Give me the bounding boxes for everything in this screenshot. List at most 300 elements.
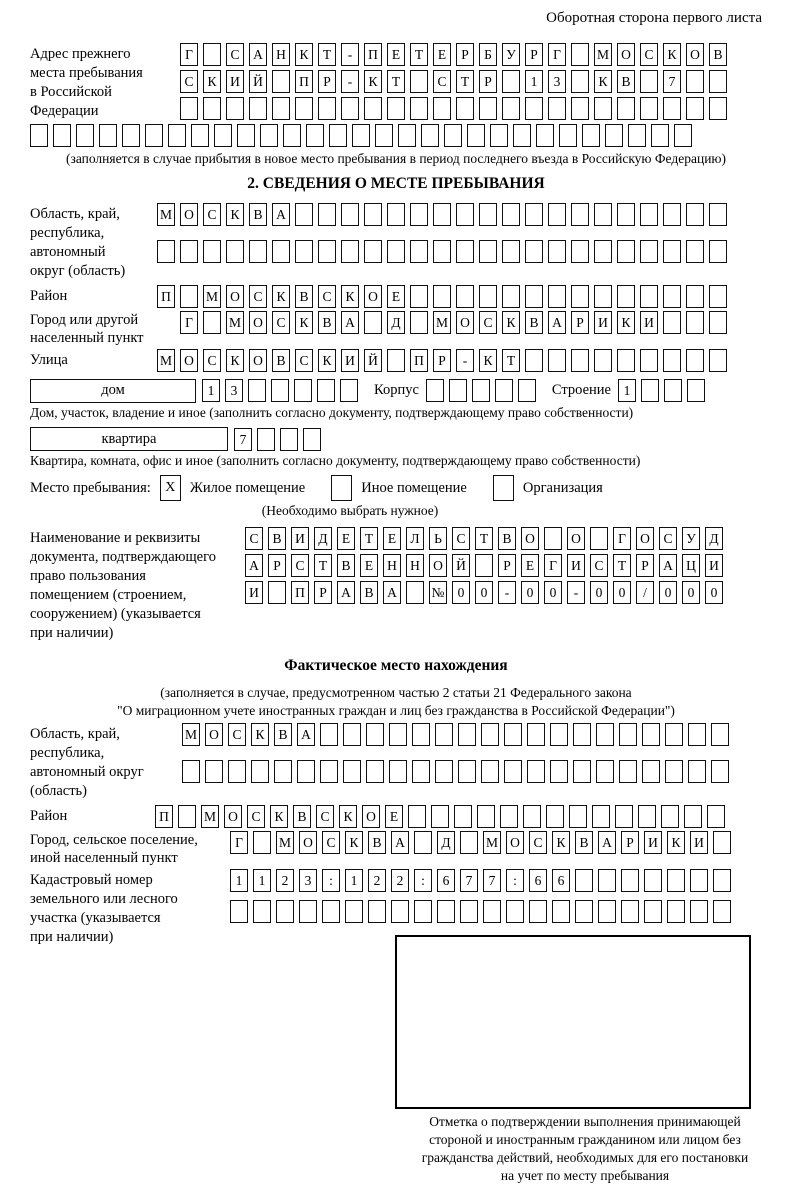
char-cell[interactable]: В [272,349,290,372]
char-cell[interactable] [248,379,266,402]
char-cell[interactable]: О [567,527,585,550]
char-cell[interactable]: К [203,70,221,93]
char-cell[interactable]: С [316,805,334,828]
char-cell[interactable] [203,43,221,66]
char-cell[interactable] [341,203,359,226]
char-cell[interactable]: Р [636,554,654,577]
char-cell[interactable] [203,240,221,263]
char-cell[interactable] [686,285,704,308]
char-cell[interactable] [664,379,682,402]
char-cell[interactable] [644,900,662,923]
char-cell[interactable] [615,805,633,828]
char-cell[interactable]: 6 [529,869,547,892]
char-cell[interactable]: С [291,554,309,577]
char-cell[interactable] [525,240,543,263]
char-cell[interactable]: А [249,43,267,66]
char-cell[interactable] [412,723,430,746]
char-cell[interactable]: 1 [253,869,271,892]
char-cell[interactable] [295,203,313,226]
char-cell[interactable] [640,97,658,120]
char-cell[interactable] [663,285,681,308]
char-cell[interactable]: А [341,311,359,334]
char-cell[interactable] [504,760,522,783]
char-cell[interactable] [458,760,476,783]
char-cell[interactable] [502,285,520,308]
char-cell[interactable] [180,97,198,120]
char-cell[interactable] [663,97,681,120]
char-cell[interactable] [536,124,554,147]
char-cell[interactable] [320,760,338,783]
char-cell[interactable] [299,900,317,923]
char-cell[interactable]: С [590,554,608,577]
char-cell[interactable]: О [686,43,704,66]
char-cell[interactable]: К [295,311,313,334]
char-cell[interactable] [544,527,562,550]
char-cell[interactable]: А [383,581,401,604]
char-cell[interactable] [571,240,589,263]
char-cell[interactable]: 7 [234,428,252,451]
char-cell[interactable] [272,97,290,120]
char-cell[interactable] [550,760,568,783]
char-cell[interactable]: К [341,285,359,308]
char-cell[interactable]: Й [249,70,267,93]
char-cell[interactable]: А [272,203,290,226]
char-cell[interactable]: В [295,285,313,308]
char-cell[interactable] [406,581,424,604]
char-cell[interactable] [437,900,455,923]
char-cell[interactable] [272,70,290,93]
char-cell[interactable] [709,349,727,372]
char-cell[interactable]: 0 [590,581,608,604]
char-cell[interactable]: Т [613,554,631,577]
char-cell[interactable] [527,760,545,783]
char-cell[interactable] [617,203,635,226]
char-cell[interactable] [571,349,589,372]
char-cell[interactable] [596,760,614,783]
char-cell[interactable]: Л [406,527,424,550]
char-cell[interactable]: В [368,831,386,854]
char-cell[interactable] [391,900,409,923]
char-cell[interactable] [475,554,493,577]
char-cell[interactable] [559,124,577,147]
char-cell[interactable] [550,723,568,746]
char-cell[interactable]: К [667,831,685,854]
char-cell[interactable] [548,203,566,226]
char-cell[interactable]: С [433,70,451,93]
char-cell[interactable]: О [506,831,524,854]
char-cell[interactable]: 1 [230,869,248,892]
char-cell[interactable] [408,805,426,828]
char-cell[interactable]: С [245,527,263,550]
char-cell[interactable]: О [636,527,654,550]
char-cell[interactable]: Т [360,527,378,550]
char-cell[interactable]: О [180,349,198,372]
char-cell[interactable] [571,285,589,308]
char-cell[interactable] [433,285,451,308]
char-cell[interactable]: - [341,70,359,93]
char-cell[interactable] [552,900,570,923]
char-cell[interactable]: С [180,70,198,93]
char-cell[interactable]: Т [410,43,428,66]
char-cell[interactable]: С [203,203,221,226]
char-cell[interactable] [582,124,600,147]
char-cell[interactable]: С [226,43,244,66]
char-cell[interactable]: Р [268,554,286,577]
char-cell[interactable] [226,240,244,263]
char-cell[interactable] [548,240,566,263]
char-cell[interactable] [529,900,547,923]
char-cell[interactable]: И [341,349,359,372]
char-cell[interactable]: О [521,527,539,550]
char-cell[interactable]: О [226,285,244,308]
char-cell[interactable]: Т [387,70,405,93]
char-cell[interactable]: С [479,311,497,334]
char-cell[interactable]: : [322,869,340,892]
char-cell[interactable]: 1 [618,379,636,402]
char-cell[interactable]: Р [433,349,451,372]
char-cell[interactable] [280,428,298,451]
char-cell[interactable]: - [456,349,474,372]
char-cell[interactable] [274,760,292,783]
char-cell[interactable]: С [318,285,336,308]
char-cell[interactable]: Т [502,349,520,372]
char-cell[interactable] [594,203,612,226]
char-cell[interactable] [433,97,451,120]
char-cell[interactable]: Е [337,527,355,550]
char-cell[interactable]: С [659,527,677,550]
char-cell[interactable] [364,97,382,120]
char-cell[interactable]: О [362,805,380,828]
char-cell[interactable]: О [364,285,382,308]
char-cell[interactable] [594,240,612,263]
char-cell[interactable] [295,240,313,263]
char-cell[interactable]: Д [387,311,405,334]
char-cell[interactable]: В [498,527,516,550]
char-cell[interactable]: М [483,831,501,854]
char-cell[interactable]: 3 [225,379,243,402]
char-cell[interactable]: К [594,70,612,93]
char-cell[interactable] [410,203,428,226]
char-cell[interactable] [414,900,432,923]
char-cell[interactable] [640,240,658,263]
char-cell[interactable] [590,527,608,550]
char-cell[interactable] [389,723,407,746]
char-cell[interactable] [294,379,312,402]
char-cell[interactable] [605,124,623,147]
char-cell[interactable]: Е [383,527,401,550]
char-cell[interactable]: К [318,349,336,372]
char-cell[interactable] [272,240,290,263]
char-cell[interactable]: 0 [544,581,562,604]
char-cell[interactable] [303,428,321,451]
char-cell[interactable] [180,285,198,308]
char-cell[interactable]: И [594,311,612,334]
char-cell[interactable] [364,311,382,334]
char-cell[interactable]: - [341,43,359,66]
char-cell[interactable]: О [180,203,198,226]
char-cell[interactable] [686,240,704,263]
char-cell[interactable]: В [249,203,267,226]
char-cell[interactable] [456,240,474,263]
char-cell[interactable] [661,805,679,828]
char-cell[interactable] [641,379,659,402]
char-cell[interactable]: С [295,349,313,372]
char-cell[interactable] [481,723,499,746]
char-cell[interactable] [619,760,637,783]
char-cell[interactable]: 6 [437,869,455,892]
char-cell[interactable]: 7 [663,70,681,93]
char-cell[interactable] [203,97,221,120]
char-cell[interactable] [414,831,432,854]
char-cell[interactable] [456,97,474,120]
char-cell[interactable]: С [203,349,221,372]
char-cell[interactable]: В [360,581,378,604]
char-cell[interactable] [594,97,612,120]
char-cell[interactable] [707,805,725,828]
char-cell[interactable]: Й [452,554,470,577]
char-cell[interactable] [387,349,405,372]
char-cell[interactable]: К [226,203,244,226]
char-cell[interactable]: П [157,285,175,308]
char-cell[interactable] [548,349,566,372]
char-cell[interactable] [295,97,313,120]
char-cell[interactable] [640,349,658,372]
char-cell[interactable]: Д [437,831,455,854]
char-cell[interactable]: Е [433,43,451,66]
char-cell[interactable]: А [297,723,315,746]
char-cell[interactable]: 0 [613,581,631,604]
char-cell[interactable] [663,311,681,334]
char-cell[interactable]: С [249,285,267,308]
checkbox-organizaciya[interactable] [493,475,514,501]
char-cell[interactable]: К [345,831,363,854]
char-cell[interactable]: Е [387,285,405,308]
char-cell[interactable] [690,869,708,892]
char-cell[interactable] [460,900,478,923]
char-cell[interactable]: М [203,285,221,308]
char-cell[interactable] [341,97,359,120]
char-cell[interactable] [548,285,566,308]
char-cell[interactable] [642,760,660,783]
char-cell[interactable] [690,900,708,923]
char-cell[interactable]: С [640,43,658,66]
char-cell[interactable] [249,240,267,263]
char-cell[interactable]: У [502,43,520,66]
char-cell[interactable] [663,240,681,263]
char-cell[interactable] [364,203,382,226]
char-cell[interactable]: Р [318,70,336,93]
char-cell[interactable]: К [272,285,290,308]
char-cell[interactable]: : [414,869,432,892]
char-cell[interactable] [713,831,731,854]
char-cell[interactable]: Т [475,527,493,550]
char-cell[interactable] [226,97,244,120]
char-cell[interactable]: В [318,311,336,334]
char-cell[interactable]: К [295,43,313,66]
char-cell[interactable]: М [201,805,219,828]
char-cell[interactable]: К [617,311,635,334]
char-cell[interactable] [366,723,384,746]
char-cell[interactable] [454,805,472,828]
char-cell[interactable] [343,723,361,746]
char-cell[interactable] [571,97,589,120]
char-cell[interactable] [502,203,520,226]
char-cell[interactable]: Г [544,554,562,577]
char-cell[interactable] [617,285,635,308]
char-cell[interactable] [483,900,501,923]
char-cell[interactable] [686,349,704,372]
char-cell[interactable] [665,760,683,783]
char-cell[interactable] [621,900,639,923]
char-cell[interactable]: О [249,349,267,372]
char-cell[interactable]: Н [272,43,290,66]
char-cell[interactable] [525,97,543,120]
char-cell[interactable]: Р [314,581,332,604]
char-cell[interactable]: Д [705,527,723,550]
char-cell[interactable]: У [682,527,700,550]
char-cell[interactable] [352,124,370,147]
char-cell[interactable]: О [249,311,267,334]
char-cell[interactable]: М [594,43,612,66]
char-cell[interactable] [617,97,635,120]
char-cell[interactable]: Т [314,554,332,577]
char-cell[interactable]: 1 [525,70,543,93]
char-cell[interactable]: О [456,311,474,334]
char-cell[interactable] [688,760,706,783]
char-cell[interactable] [523,805,541,828]
char-cell[interactable]: / [636,581,654,604]
char-cell[interactable] [640,285,658,308]
checkbox-inoe[interactable] [331,475,352,501]
char-cell[interactable] [638,805,656,828]
char-cell[interactable]: В [293,805,311,828]
char-cell[interactable] [228,760,246,783]
char-cell[interactable]: 7 [483,869,501,892]
char-cell[interactable]: - [498,581,516,604]
char-cell[interactable] [387,97,405,120]
char-cell[interactable] [518,379,536,402]
char-cell[interactable] [709,311,727,334]
char-cell[interactable]: Г [613,527,631,550]
char-cell[interactable]: С [529,831,547,854]
char-cell[interactable]: И [567,554,585,577]
char-cell[interactable] [686,311,704,334]
char-cell[interactable]: С [228,723,246,746]
char-cell[interactable] [709,70,727,93]
char-cell[interactable]: М [157,349,175,372]
char-cell[interactable] [410,285,428,308]
char-cell[interactable]: Н [406,554,424,577]
char-cell[interactable]: П [295,70,313,93]
char-cell[interactable]: Г [230,831,248,854]
char-cell[interactable] [276,900,294,923]
char-cell[interactable] [421,124,439,147]
char-cell[interactable] [571,70,589,93]
char-cell[interactable]: Г [180,311,198,334]
char-cell[interactable]: Р [621,831,639,854]
char-cell[interactable]: А [598,831,616,854]
char-cell[interactable] [598,900,616,923]
char-cell[interactable] [433,240,451,263]
char-cell[interactable] [569,805,587,828]
char-cell[interactable]: 3 [548,70,566,93]
char-cell[interactable] [410,240,428,263]
char-cell[interactable] [431,805,449,828]
char-cell[interactable]: Г [548,43,566,66]
char-cell[interactable]: И [291,527,309,550]
char-cell[interactable]: С [247,805,265,828]
char-cell[interactable]: № [429,581,447,604]
char-cell[interactable] [502,97,520,120]
char-cell[interactable]: А [659,554,677,577]
char-cell[interactable]: И [226,70,244,93]
char-cell[interactable] [490,124,508,147]
char-cell[interactable] [203,311,221,334]
char-cell[interactable] [460,831,478,854]
char-cell[interactable]: 3 [299,869,317,892]
char-cell[interactable]: П [364,43,382,66]
char-cell[interactable]: М [226,311,244,334]
char-cell[interactable]: Р [571,311,589,334]
char-cell[interactable] [644,869,662,892]
char-cell[interactable] [472,379,490,402]
char-cell[interactable]: Б [479,43,497,66]
char-cell[interactable] [619,723,637,746]
char-cell[interactable]: Т [318,43,336,66]
char-cell[interactable] [479,285,497,308]
char-cell[interactable]: Р [456,43,474,66]
char-cell[interactable]: М [182,723,200,746]
char-cell[interactable] [230,900,248,923]
char-cell[interactable] [640,70,658,93]
char-cell[interactable]: К [479,349,497,372]
char-cell[interactable] [99,124,117,147]
char-cell[interactable] [318,240,336,263]
char-cell[interactable]: О [429,554,447,577]
char-cell[interactable]: 0 [475,581,493,604]
char-cell[interactable] [182,760,200,783]
char-cell[interactable] [621,869,639,892]
char-cell[interactable]: И [644,831,662,854]
char-cell[interactable] [253,831,271,854]
char-cell[interactable] [665,723,683,746]
char-cell[interactable] [709,203,727,226]
char-cell[interactable] [178,805,196,828]
char-cell[interactable] [598,869,616,892]
char-cell[interactable]: Е [387,43,405,66]
char-cell[interactable] [410,97,428,120]
char-cell[interactable] [306,124,324,147]
char-cell[interactable] [343,760,361,783]
char-cell[interactable] [481,760,499,783]
char-cell[interactable]: Н [383,554,401,577]
char-cell[interactable] [684,805,702,828]
char-cell[interactable]: В [617,70,635,93]
char-cell[interactable]: К [270,805,288,828]
char-cell[interactable]: 7 [460,869,478,892]
char-cell[interactable] [268,581,286,604]
char-cell[interactable] [317,379,335,402]
char-cell[interactable]: 2 [391,869,409,892]
char-cell[interactable] [687,379,705,402]
char-cell[interactable]: И [245,581,263,604]
char-cell[interactable] [711,723,729,746]
char-cell[interactable] [709,97,727,120]
char-cell[interactable] [713,900,731,923]
char-cell[interactable]: 0 [659,581,677,604]
char-cell[interactable]: О [617,43,635,66]
char-cell[interactable]: О [205,723,223,746]
